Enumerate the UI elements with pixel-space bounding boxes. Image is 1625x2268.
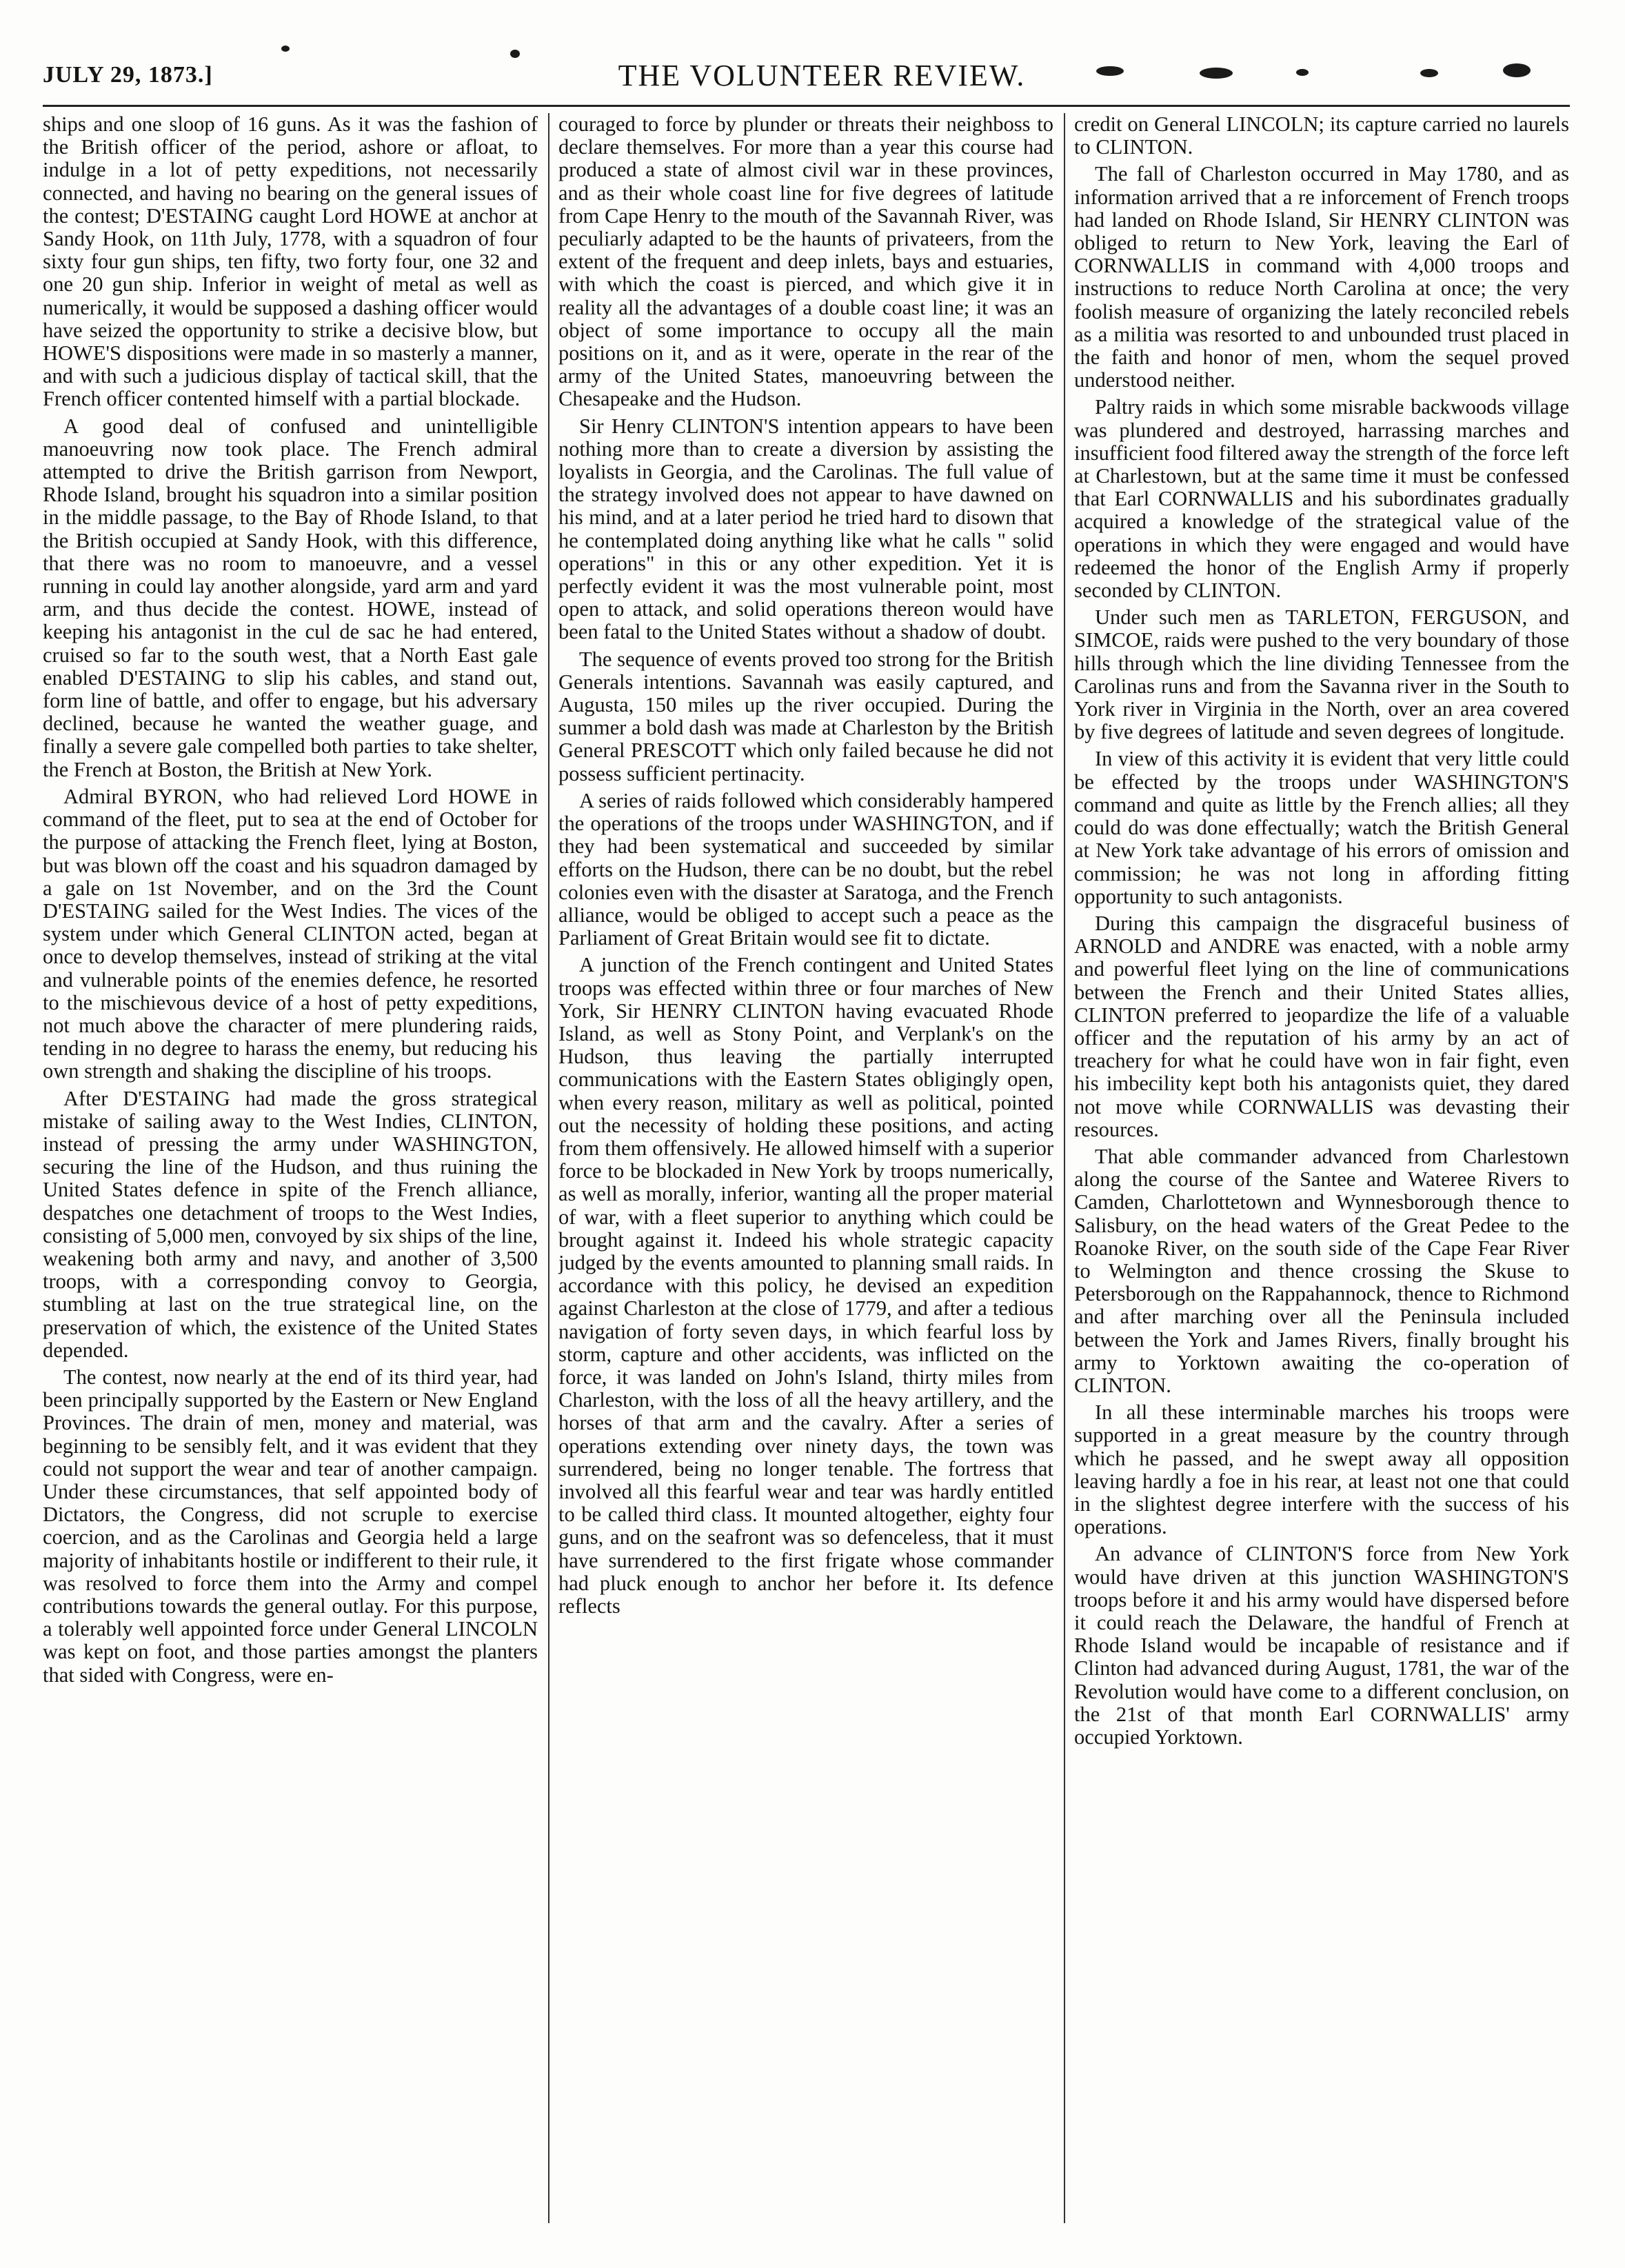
paragraph: During this campaign the disgraceful business of ARNOLD and ANDRE was enacted, with a noble army and powerful fleet lying on the line of communications between the French and their United States allies, CLINTON preferred to jeopardize the life of a valuable officer and the reputation of his army by an act of treachery for what he could have won in fair fight, even his imbecility kept both his antagonists quiet, they dared not move while CORNWALLIS was devasting their resources. <box>1074 911 1569 1141</box>
paragraph: That able commander advanced from Charlestown along the course of the Santee and Wateree Rivers to Camden, Charlottetown and Wynnesborough thence to Salisbury, on the head waters of the Great Pedee to the Roanoke River, on the south side of the Cape Fear River to Welmington and thence crossing the Skuse to Petersborough on the Rappahannock, thence to Richmond and after marching over all the Peninsula included between the York and James Rivers, finally brought his army to Yorktown awaiting the co-operation of CLINTON. <box>1074 1144 1569 1397</box>
ink-smudge <box>1420 69 1438 77</box>
paragraph: A junction of the French contingent and United States troops was effected within three or four marches of New York, Sir HENRY CLINTON having evacuated Rhode Island, as well as Stony Point, and Verplank's on the Hudson, thus leaving the partially interrupted communications with the Eastern States obligingly open, when every reason, military as well as political, pointed out the necessity of holding these positions, and acting from them offensively. He allowed himself with a superior force to be blockaded in New York by troops numerically, as well as morally, inferior, wanting all the proper material of war, with a fleet superior to anything which could be brought against it. Indeed his whole strategic capacity judged by the events amounted to planning small raids. In accordance with this policy, he devised an expedition against Charleston at the close of 1779, and after a tedious navigation of forty seven days, in which fearful loss by storm, capture and other accidents, was inflicted on the force, it was landed on John's Island, thirty miles from Charleston, with the loss of all the heavy artillery, and the horses of that arm and the cavalry. After a series of operations extending over ninety days, the town was surrendered, being no longer tenable. The fortress that involved all this fearful wear and tear was hardly entitled to be called third class. It mounted altogether, eighty four guns, and on the seafront was so defenceless, that it must have surrendered to the first frigate whose commander had pluck enough to anchor her before it. Its defence reflects <box>558 953 1053 1618</box>
paragraph: credit on General LINCOLN; its capture carried no laurels to CLINTON. <box>1074 113 1569 159</box>
paragraph: Admiral BYRON, who had relieved Lord HOWE in command of the fleet, put to sea at the end of October for the purpose of attacking the French fleet, lying at Boston, but was blown off the coast and his squadron damaged by a gale on 1st November, and on the 3rd the Count D'ESTAING sailed for the West Indies. The vices of the system under which General CLINTON acted, began at once to develop themselves, instead of striking at the vital and vulnerable points of the enemies defence, he resorted to the mischievous device of a host of petty expeditions, not much above the character of mere plundering raids, tending in no degree to harass the enemy, but reducing his own strength and shaking the discipline of his troops. <box>43 784 538 1083</box>
paragraph: In view of this activity it is evident that very little could be effected by the troops under WASHINGTON'S command and quite as little by the French allies; all they could do was done effectually; watch the British General at New York take advantage of his errors of omission and commission; he was not long in affording fitting opportunity to such antagonists. <box>1074 747 1569 908</box>
paragraph: After D'ESTAING had made the gross strategical mistake of sailing away to the West Indies, CLINTON, instead of pressing the army under WASHINGTON, securing the line of the Hudson, and thus ruining the United States defence in spite of the French alliance, despatches one detachment of troops to the West Indies, consisting of 5,000 men, convoyed by six ships of the line, weakening both army and navy, and another of 3,500 troops, with a corresponding convoy to Georgia, stumbling at last on the true strategical line, on the preservation of which, the existence of the United States depended. <box>43 1086 538 1362</box>
paragraph: couraged to force by plunder or threats their neighboss to declare themselves. For more than a year this course had produced a state of almost civil war in these provinces, and as their whole coast line for five degrees of latitude from Cape Henry to the mouth of the Savannah River, was peculiarly adapted to be the haunts of privateers, from the extent of the frequent and deep inlets, bays and estuaries, with which the coast is pierced, and which give it in reality all the advantages of a double coast line; it was an object of some importance to occupy all the main positions on it, and as it were, operate in the rear of the army of the United States, manoeuvring between the Chesapeake and the Hudson. <box>558 113 1053 411</box>
paragraph: An advance of CLINTON'S force from New York would have driven at this junction WASHINGTON'S troops before it and his army would have dispersed before it could reach the Delaware, the handful of French at Rhode Island would be incapable of resistance and if Clinton had advanced during August, 1781, the war of the Revolution would have come to a different conclusion, on the 21st of that month Earl CORNWALLIS' army occupied Yorktown. <box>1074 1542 1569 1749</box>
paragraph: The sequence of events proved too strong for the British Generals intentions. Savannah was easily captured, and Augusta, 150 miles up the river occupied. During the summer a bold dash was made at Charleston by the British General PRESCOTT which only failed because he did not possess sufficient pertinacity. <box>558 647 1053 785</box>
paragraph: Sir Henry CLINTON'S intention appears to have been nothing more than to create a diversion by assisting the loyalists in Georgia, and the Carolinas. The full value of the strategy involved does not appear to have dawned on his mind, and at a later period he tried hard to disown that he contemplated doing anything like what he calls " solid operations" in this or any other expedition. Yet it is perfectly evident it was the most vulnerable point, most open to attack, and solid operations thereon would have been fatal to the United States without a shadow of doubt. <box>558 414 1053 644</box>
column-1 <box>43 113 538 2223</box>
column-3 <box>1074 113 1569 2223</box>
paragraph: A series of raids followed which considerably hampered the operations of the troops under WASHINGTON, and if they had been systematical and succeeded by similar efforts on the Hudson, there can be no doubt, but the rebel colonies even with the disaster at Saratoga, and the French alliance, would be obliged to accept such a peace as the Parliament of Great Britain would see fit to dictate. <box>558 788 1053 950</box>
issue-date: JULY 29, 1873.] <box>43 62 213 88</box>
column-divider <box>1064 113 1065 2223</box>
paragraph: A good deal of confused and unintelligible manoeuvring now took place. The French admiral attempted to drive the British garrison from Newport, Rhode Island, brought his squadron into a similar position in the middle passage, to the Bay of Rhode Island, to that the British occupied at Sandy Hook, with this difference, that there was no room to manoeuvre, and a vessel running in could lay another alongside, yard arm and yard arm, and thus decide the contest. HOWE, instead of keeping his antagonist in the cul de sac he had entered, cruised so far to the south west, that a North East gale enabled D'ESTAING to slip his cables, and stand out, form line of battle, and offer to engage, but his adversary declined, because he wanted the weather guage, and finally a severe gale compelled both parties to take shelter, the French at Boston, the British at New York. <box>43 414 538 781</box>
column-divider <box>548 113 549 2223</box>
ink-smudge <box>1503 63 1531 77</box>
paragraph: The contest, now nearly at the end of its third year, had been principally supported by the Eastern or New England Provinces. The drain of men, money and material, was beginning to be sensibly felt, and it was evident that they could not support the wear and tear of another campaign. Under these circumstances, that self appointed body of Dictators, the Congress, did not scruple to exercise coercion, and as the Carolinas and Georgia held a large majority of inhabitants hostile or indifferent to their rule, it was resolved to force them into the Army and compel contributions towards the general outlay. For this purpose, a tolerably well appointed force under General LINCOLN was kept on foot, and those parties amongst the planters that sided with Congress, were en- <box>43 1365 538 1687</box>
paragraph: Paltry raids in which some misrable backwoods village was plundered and destroyed, harrassing marches and insufficient food filtered away the strength of the force left at Charlestown, but at the same time it must be confessed that Earl CORNWALLIS and his subordinates gradually acquired a knowledge of the strategical value of the operations in which they were engaged and would have redeemed the honor of the English Army if properly seconded by CLINTON. <box>1074 395 1569 603</box>
masthead-title: THE VOLUNTEER REVIEW. <box>618 59 1026 92</box>
paragraph: In all these interminable marches his troops were supported in a great measure by the country through which he passed, and he swept away all opposition leaving hardly a foe in his rear, at least not one that could in the slightest degree interfere with the success of his operations. <box>1074 1401 1569 1539</box>
paragraph: ships and one sloop of 16 guns. As it was the fashion of the British officer of the period, ashore or afloat, to indulge in a lot of petty expeditions, not necessarily connected, and having no bearing on the general issues of the contest; D'ESTAING caught Lord HOWE at anchor at Sandy Hook, on 11th July, 1778, with a squadron of four sixty four gun ships, ten fifty, two forty four, one 32 and one 20 gun ship. Inferior in weight of metal as well as numerically, it would be supposed a dashing officer would have seized the opportunity to strike a decisive blow, but HOWE'S dispositions were made in so masterly a manner, and with such a judicious display of tactical skill, that the French officer contented himself with a partial blockade. <box>43 113 538 411</box>
ink-smudge <box>1200 68 1233 79</box>
ink-smudge <box>1296 69 1309 76</box>
ink-smudge <box>281 46 290 52</box>
paragraph: The fall of Charleston occurred in May 1780, and as information arrived that a re inforcement of French troops had landed on Rhode Island, Sir HENRY CLINTON was obliged to return to New York, leaving the Earl of CORNWALLIS in command with 4,000 troops and instructions to reduce North Carolina at once; the very foolish measure of organizing the lately reconciled rebels as a militia was resorted to and unbounded trust placed in the faith and honor of men, whom the sequel proved understood neither. <box>1074 162 1569 392</box>
ink-smudge <box>1096 66 1124 76</box>
column-2 <box>558 113 1053 2223</box>
ink-smudge <box>510 50 520 58</box>
header-rule <box>43 105 1570 107</box>
page-header <box>43 58 1601 106</box>
paragraph: Under such men as TARLETON, FERGUSON, and SIMCOE, raids were pushed to the very boundary of those hills through which the line dividing Tennessee from the Carolinas runs and from the Savanna river in the South to York river in Virginia in the North, over an area covered by five degrees of latitude and seven degrees of longitude. <box>1074 605 1569 744</box>
article-columns <box>43 113 1570 2223</box>
